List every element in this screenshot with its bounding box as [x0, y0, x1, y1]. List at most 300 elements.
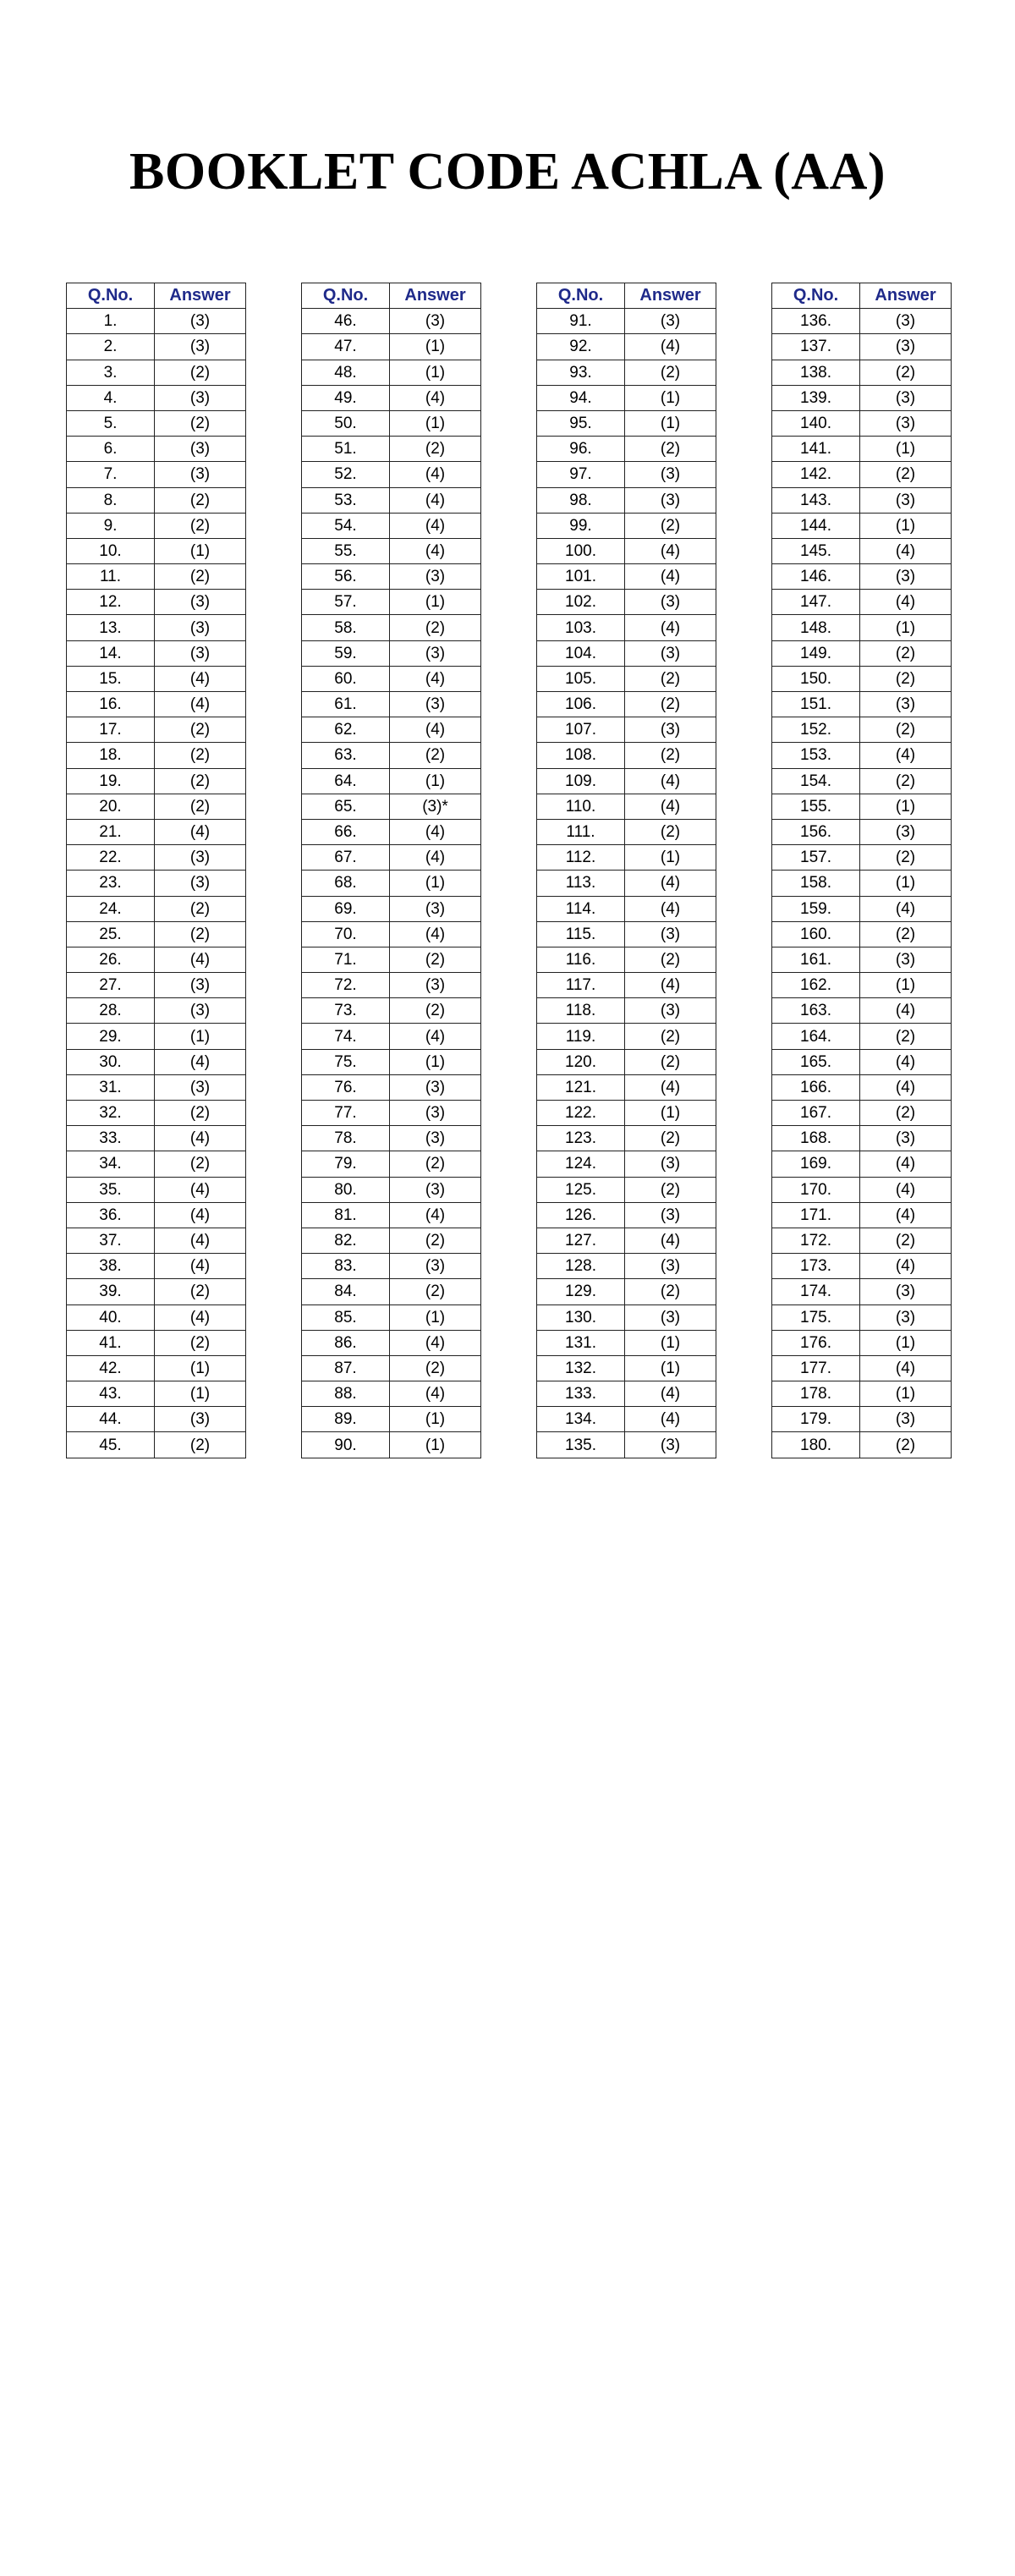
answer-value: (3) — [390, 1074, 481, 1100]
question-number: 137. — [772, 334, 860, 360]
question-number: 50. — [302, 410, 390, 436]
answer-value: (3) — [625, 1151, 716, 1177]
answer-value: (1) — [860, 871, 952, 896]
question-number: 131. — [537, 1330, 625, 1355]
table-row — [302, 794, 481, 819]
question-number: 72. — [302, 973, 390, 998]
table-row — [67, 640, 246, 666]
answer-value: (1) — [390, 1432, 481, 1458]
table-row — [67, 334, 246, 360]
table-row — [537, 666, 716, 691]
table-row — [537, 410, 716, 436]
question-number: 59. — [302, 640, 390, 666]
question-number: 169. — [772, 1151, 860, 1177]
question-number: 159. — [772, 896, 860, 921]
question-number: 21. — [67, 819, 155, 844]
answer-value: (2) — [625, 743, 716, 768]
question-number: 3. — [67, 360, 155, 385]
answer-value: (4) — [625, 538, 716, 563]
qno-header: Q.No. — [67, 283, 155, 309]
answer-value: (3) — [860, 385, 952, 410]
question-number: 140. — [772, 410, 860, 436]
answer-value: (2) — [155, 717, 246, 743]
question-number: 6. — [67, 437, 155, 462]
table-header-row — [772, 283, 952, 309]
answer-value: (2) — [155, 921, 246, 947]
question-number: 15. — [67, 666, 155, 691]
question-number: 28. — [67, 998, 155, 1024]
table-row — [302, 513, 481, 538]
question-number: 170. — [772, 1177, 860, 1202]
answer-value: (4) — [860, 538, 952, 563]
answer-table-3 — [536, 283, 716, 1458]
question-number: 112. — [537, 845, 625, 871]
table-row — [537, 590, 716, 615]
table-row — [772, 1202, 952, 1228]
answer-value: (3) — [155, 615, 246, 640]
table-row — [67, 896, 246, 921]
table-row — [302, 768, 481, 794]
answer-value: (2) — [860, 640, 952, 666]
table-row — [772, 1355, 952, 1381]
question-number: 27. — [67, 973, 155, 998]
question-number: 143. — [772, 487, 860, 513]
answer-value: (2) — [860, 666, 952, 691]
question-number: 164. — [772, 1024, 860, 1049]
question-number: 104. — [537, 640, 625, 666]
answer-value: (2) — [860, 1101, 952, 1126]
question-number: 173. — [772, 1254, 860, 1279]
answer-value: (3) — [155, 845, 246, 871]
answer-value: (2) — [860, 921, 952, 947]
answer-table-1 — [66, 283, 246, 1458]
answer-value: (3) — [155, 334, 246, 360]
answer-value: (2) — [625, 1024, 716, 1049]
question-number: 76. — [302, 1074, 390, 1100]
answer-value: (3) — [860, 334, 952, 360]
answer-value: (4) — [390, 1330, 481, 1355]
question-number: 56. — [302, 564, 390, 590]
answer-value: (2) — [390, 743, 481, 768]
question-number: 71. — [302, 947, 390, 972]
answer-value: (4) — [860, 1202, 952, 1228]
question-number: 69. — [302, 896, 390, 921]
table-row — [302, 1432, 481, 1458]
question-number: 106. — [537, 692, 625, 717]
table-row — [302, 896, 481, 921]
table-row — [67, 1024, 246, 1049]
question-number: 179. — [772, 1407, 860, 1432]
question-number: 118. — [537, 998, 625, 1024]
table-row — [537, 309, 716, 334]
table-row — [67, 794, 246, 819]
answer-value: (1) — [625, 385, 716, 410]
answer-value: (2) — [860, 717, 952, 743]
table-row — [772, 309, 952, 334]
question-number: 178. — [772, 1381, 860, 1407]
answer-value: (3) — [625, 640, 716, 666]
question-number: 90. — [302, 1432, 390, 1458]
question-number: 165. — [772, 1049, 860, 1074]
question-number: 65. — [302, 794, 390, 819]
table-row — [67, 1177, 246, 1202]
table-row — [302, 1024, 481, 1049]
answer-value: (4) — [390, 845, 481, 871]
question-number: 9. — [67, 513, 155, 538]
question-number: 10. — [67, 538, 155, 563]
table-row — [67, 564, 246, 590]
question-number: 142. — [772, 462, 860, 487]
table-row — [537, 921, 716, 947]
question-number: 73. — [302, 998, 390, 1024]
answer-value: (2) — [155, 896, 246, 921]
table-row — [302, 334, 481, 360]
table-row — [302, 871, 481, 896]
table-row — [302, 640, 481, 666]
answer-table-2 — [301, 283, 481, 1458]
table-row — [67, 437, 246, 462]
question-number: 12. — [67, 590, 155, 615]
question-number: 171. — [772, 1202, 860, 1228]
table-row — [537, 1355, 716, 1381]
table-row — [772, 437, 952, 462]
answer-value: (3) — [155, 309, 246, 334]
answer-value: (3) — [155, 998, 246, 1024]
question-number: 22. — [67, 845, 155, 871]
question-number: 85. — [302, 1304, 390, 1330]
question-number: 20. — [67, 794, 155, 819]
answer-value: (2) — [390, 1151, 481, 1177]
answer-value: (4) — [155, 819, 246, 844]
answer-value: (1) — [155, 538, 246, 563]
table-row — [302, 845, 481, 871]
question-number: 80. — [302, 1177, 390, 1202]
table-row — [67, 360, 246, 385]
table-row — [302, 1330, 481, 1355]
answer-value: (1) — [860, 794, 952, 819]
answer-value: (4) — [860, 1177, 952, 1202]
answer-value: (4) — [860, 1151, 952, 1177]
table-row — [537, 717, 716, 743]
question-number: 1. — [67, 309, 155, 334]
table-row — [302, 998, 481, 1024]
question-number: 97. — [537, 462, 625, 487]
answer-value: (4) — [155, 1177, 246, 1202]
answer-value: (3) — [860, 947, 952, 972]
question-number: 105. — [537, 666, 625, 691]
question-number: 166. — [772, 1074, 860, 1100]
answer-value: (3) — [860, 1304, 952, 1330]
question-number: 74. — [302, 1024, 390, 1049]
question-number: 150. — [772, 666, 860, 691]
table-row — [67, 1101, 246, 1126]
table-row — [537, 437, 716, 462]
table-row — [302, 666, 481, 691]
table-row — [772, 513, 952, 538]
table-row — [302, 1355, 481, 1381]
answer-value: (2) — [390, 437, 481, 462]
answer-value: (2) — [390, 615, 481, 640]
question-number: 123. — [537, 1126, 625, 1151]
table-row — [302, 1177, 481, 1202]
table-header-row — [302, 283, 481, 309]
answer-value: (4) — [390, 1202, 481, 1228]
question-number: 43. — [67, 1381, 155, 1407]
table-row — [772, 1330, 952, 1355]
table-header-row — [537, 283, 716, 309]
answer-value: (1) — [625, 1355, 716, 1381]
question-number: 122. — [537, 1101, 625, 1126]
answer-value: (4) — [625, 1381, 716, 1407]
question-number: 30. — [67, 1049, 155, 1074]
question-number: 82. — [302, 1228, 390, 1253]
table-row — [537, 896, 716, 921]
question-number: 70. — [302, 921, 390, 947]
question-number: 32. — [67, 1101, 155, 1126]
table-row — [302, 1279, 481, 1304]
answer-value: (1) — [625, 845, 716, 871]
answer-value: (3) — [860, 487, 952, 513]
answer-value: (3) — [860, 1126, 952, 1151]
answer-value: (2) — [155, 768, 246, 794]
question-number: 176. — [772, 1330, 860, 1355]
table-row — [537, 1049, 716, 1074]
question-number: 151. — [772, 692, 860, 717]
question-number: 87. — [302, 1355, 390, 1381]
table-row — [772, 845, 952, 871]
answer-value: (2) — [625, 947, 716, 972]
question-number: 84. — [302, 1279, 390, 1304]
table-row — [772, 998, 952, 1024]
table-row — [67, 385, 246, 410]
answer-header: Answer — [390, 283, 481, 309]
answer-key-tables — [0, 283, 1015, 1454]
answer-value: (4) — [155, 947, 246, 972]
table-row — [537, 947, 716, 972]
question-number: 113. — [537, 871, 625, 896]
table-row — [772, 1126, 952, 1151]
answer-value: (2) — [155, 360, 246, 385]
answer-value: (4) — [625, 896, 716, 921]
answer-value: (3) — [625, 309, 716, 334]
answer-value: (1) — [390, 590, 481, 615]
answer-value: (4) — [625, 564, 716, 590]
table-row — [772, 743, 952, 768]
table-row — [67, 743, 246, 768]
table-row — [67, 1151, 246, 1177]
table-row — [67, 1254, 246, 1279]
question-number: 99. — [537, 513, 625, 538]
table-row — [537, 1126, 716, 1151]
question-number: 89. — [302, 1407, 390, 1432]
answer-value: (1) — [860, 615, 952, 640]
table-row — [302, 921, 481, 947]
answer-value: (1) — [390, 1049, 481, 1074]
table-row — [772, 1049, 952, 1074]
answer-value: (1) — [860, 1381, 952, 1407]
answer-value: (2) — [625, 360, 716, 385]
question-number: 116. — [537, 947, 625, 972]
answer-value: (4) — [390, 1024, 481, 1049]
answer-value: (4) — [390, 666, 481, 691]
question-number: 141. — [772, 437, 860, 462]
answer-value: (4) — [860, 1355, 952, 1381]
question-number: 91. — [537, 309, 625, 334]
table-row — [67, 309, 246, 334]
question-number: 103. — [537, 615, 625, 640]
table-row — [302, 437, 481, 462]
answer-value: (4) — [625, 973, 716, 998]
question-number: 60. — [302, 666, 390, 691]
answer-value: (4) — [155, 666, 246, 691]
table-row — [302, 385, 481, 410]
answer-value: (2) — [390, 1355, 481, 1381]
question-number: 144. — [772, 513, 860, 538]
answer-value: (3) — [390, 973, 481, 998]
question-number: 17. — [67, 717, 155, 743]
answer-value: (3) — [860, 564, 952, 590]
table-row — [537, 1024, 716, 1049]
question-number: 134. — [537, 1407, 625, 1432]
table-row — [302, 1101, 481, 1126]
answer-value: (4) — [860, 743, 952, 768]
answer-value: (1) — [390, 360, 481, 385]
question-number: 66. — [302, 819, 390, 844]
table-row — [537, 1101, 716, 1126]
table-row — [302, 309, 481, 334]
question-number: 101. — [537, 564, 625, 590]
question-number: 98. — [537, 487, 625, 513]
question-number: 78. — [302, 1126, 390, 1151]
table-row — [67, 1202, 246, 1228]
answer-value: (3) — [155, 973, 246, 998]
table-row — [537, 973, 716, 998]
answer-value: (3) — [860, 309, 952, 334]
question-number: 25. — [67, 921, 155, 947]
answer-value: (3) — [625, 717, 716, 743]
answer-value: (3) — [625, 1304, 716, 1330]
question-number: 92. — [537, 334, 625, 360]
question-number: 29. — [67, 1024, 155, 1049]
table-row — [537, 794, 716, 819]
question-number: 5. — [67, 410, 155, 436]
question-number: 94. — [537, 385, 625, 410]
answer-value: (4) — [625, 1228, 716, 1253]
table-row — [67, 947, 246, 972]
table-row — [302, 1074, 481, 1100]
table-row — [302, 410, 481, 436]
answer-value: (4) — [625, 768, 716, 794]
question-number: 161. — [772, 947, 860, 972]
table-row — [772, 410, 952, 436]
answer-value: (2) — [860, 462, 952, 487]
question-number: 52. — [302, 462, 390, 487]
answer-value: (3) — [155, 462, 246, 487]
question-number: 33. — [67, 1126, 155, 1151]
question-number: 34. — [67, 1151, 155, 1177]
question-number: 138. — [772, 360, 860, 385]
table-row — [537, 1074, 716, 1100]
question-number: 121. — [537, 1074, 625, 1100]
table-row — [67, 538, 246, 563]
question-number: 95. — [537, 410, 625, 436]
answer-value: (4) — [155, 1049, 246, 1074]
question-number: 148. — [772, 615, 860, 640]
table-row — [302, 692, 481, 717]
answer-value: (4) — [625, 1407, 716, 1432]
question-number: 136. — [772, 309, 860, 334]
table-row — [537, 1381, 716, 1407]
answer-value: (2) — [390, 998, 481, 1024]
table-row — [772, 973, 952, 998]
answer-value: (2) — [625, 819, 716, 844]
answer-value: (3) — [390, 564, 481, 590]
answer-value: (1) — [390, 768, 481, 794]
question-number: 79. — [302, 1151, 390, 1177]
table-row — [537, 513, 716, 538]
answer-header: Answer — [625, 283, 716, 309]
question-number: 75. — [302, 1049, 390, 1074]
table-row — [772, 896, 952, 921]
answer-value: (1) — [390, 410, 481, 436]
table-row — [772, 1074, 952, 1100]
answer-value: (2) — [860, 1432, 952, 1458]
answer-value: (1) — [390, 1304, 481, 1330]
answer-value: (2) — [625, 1049, 716, 1074]
table-row — [772, 538, 952, 563]
table-row — [537, 1228, 716, 1253]
table-row — [302, 1049, 481, 1074]
question-number: 68. — [302, 871, 390, 896]
question-number: 175. — [772, 1304, 860, 1330]
answer-value: (4) — [860, 998, 952, 1024]
question-number: 154. — [772, 768, 860, 794]
question-number: 126. — [537, 1202, 625, 1228]
question-number: 127. — [537, 1228, 625, 1253]
question-number: 108. — [537, 743, 625, 768]
table-row — [772, 1177, 952, 1202]
table-row — [67, 1126, 246, 1151]
table-row — [537, 1151, 716, 1177]
question-number: 55. — [302, 538, 390, 563]
answer-value: (1) — [860, 1330, 952, 1355]
question-number: 109. — [537, 768, 625, 794]
question-number: 100. — [537, 538, 625, 563]
table-row — [772, 487, 952, 513]
question-number: 7. — [67, 462, 155, 487]
answer-value: (4) — [155, 692, 246, 717]
answer-value: (2) — [860, 1024, 952, 1049]
table-row — [772, 564, 952, 590]
table-row — [772, 1228, 952, 1253]
table-row — [772, 947, 952, 972]
table-header-row — [67, 283, 246, 309]
question-number: 107. — [537, 717, 625, 743]
table-row — [302, 487, 481, 513]
answer-header: Answer — [860, 283, 952, 309]
table-row — [772, 334, 952, 360]
question-number: 48. — [302, 360, 390, 385]
answer-value: (2) — [155, 1432, 246, 1458]
question-number: 177. — [772, 1355, 860, 1381]
question-number: 139. — [772, 385, 860, 410]
answer-value: (3) — [155, 1074, 246, 1100]
answer-value: (4) — [155, 1304, 246, 1330]
table-row — [772, 871, 952, 896]
answer-value: (3) — [625, 1432, 716, 1458]
question-number: 47. — [302, 334, 390, 360]
answer-value: (4) — [155, 1228, 246, 1253]
